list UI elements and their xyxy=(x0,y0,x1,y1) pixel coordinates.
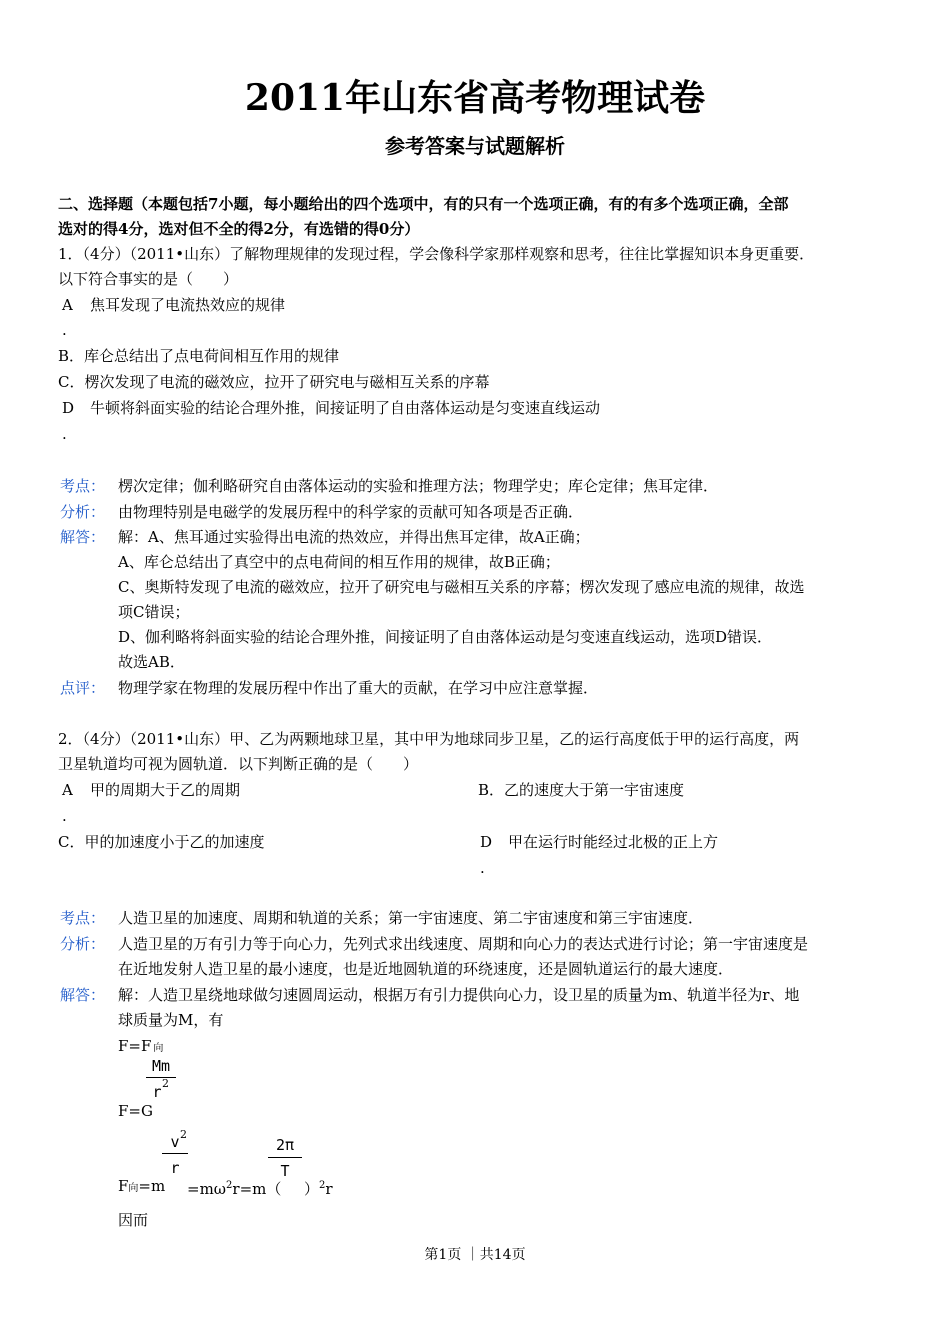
q1-kaodian-label: 考点： xyxy=(60,477,106,495)
equation-2-numerator: Mm xyxy=(151,1057,171,1075)
q1-option-d-letter: D xyxy=(62,399,75,417)
q1-kaodian: 楞次定律；伽利略研究自由落体运动的实验和推理方法；物理学史；库仑定律；焦耳定律． xyxy=(118,477,719,495)
equation-3-omega: =mω xyxy=(187,1180,227,1198)
equation-3-f-sub: 向 xyxy=(128,1183,139,1194)
equation-1 xyxy=(118,1036,163,1059)
q2-option-b: B．乙的速度大于第一宇宙速度 xyxy=(478,781,685,799)
q1-jieda-line5: D、伽利略将斜面实验的结论合理外推，间接证明了自由落体运动是匀变速直线运动，选项D错误． xyxy=(118,628,773,646)
equation-3-numerator-1-sup: 2 xyxy=(180,1128,187,1141)
equation-3-paren-sup: 2 xyxy=(319,1180,326,1191)
q2-option-d-letter: D xyxy=(480,833,493,851)
page-title: 2011年山东省高考物理试卷 xyxy=(244,77,706,119)
equation-2-fraction-bar xyxy=(146,1077,176,1078)
q2-jieda-line2: 球质量为M，有 xyxy=(118,1011,224,1029)
q2-option-a-letter: A xyxy=(62,781,73,799)
q1-jieda-line4: 项C错误； xyxy=(118,603,190,621)
q2-yiner: 因而 xyxy=(118,1211,149,1229)
page-footer: 第1页 ｜共14页 xyxy=(424,1247,526,1263)
equation-3-f-letter: F xyxy=(118,1177,129,1195)
equation-3-middle xyxy=(187,1176,281,1199)
q1-jieda-line1: 解：A、焦耳通过实验得出电流的热效应，并得出焦耳定律，故A正确； xyxy=(118,528,590,546)
q1-option-a-letter: A xyxy=(62,296,73,314)
equation-1-main: F=F xyxy=(118,1037,152,1055)
equation-3-end xyxy=(304,1176,333,1199)
q2-kaodian: 人造卫星的加速度、周期和轨道的关系；第一宇宙速度、第二宇宙速度和第三宇宙速度． xyxy=(118,909,704,927)
q1-option-a-dot: . xyxy=(62,321,67,339)
equation-2: F=G xyxy=(118,1102,153,1120)
q2-option-c: C．甲的加速度小于乙的加速度 xyxy=(58,833,265,851)
q2-option-a: 甲的周期大于乙的周期 xyxy=(90,781,241,799)
q1-fenxi: 由物理特别是电磁学的发展历程中的科学家的贡献可知各项是否正确． xyxy=(118,503,584,521)
q1-option-b: B．库仑总结出了点电荷间相互作用的规律 xyxy=(58,347,340,365)
q2-kaodian-label: 考点： xyxy=(60,909,106,927)
page-subtitle: 参考答案与试题解析 xyxy=(385,134,565,158)
equation-3-fraction-bar-2 xyxy=(268,1157,302,1158)
q2-fenxi-line1: 人造卫星的万有引力等于向心力，先列式求出线速度、周期和向心力的表达式进行讨论；第一宇宙速度是 xyxy=(118,935,809,953)
q2-option-d: 甲在运行时能经过北极的正上方 xyxy=(508,833,719,851)
equation-2-denominator-sup: 2 xyxy=(162,1077,169,1090)
section-heading-line1: 二、选择题（本题包括7小题，每小题给出的四个选项中，有的只有一个选项正确，有的有多个选项正确，全部 xyxy=(58,195,789,213)
equation-1-sub: 向 xyxy=(153,1043,164,1054)
q2-fenxi-label: 分析： xyxy=(60,935,106,953)
equation-3-r: r xyxy=(325,1180,333,1198)
q2-option-d-dot: . xyxy=(480,859,485,877)
equation-3-fraction-bar-1 xyxy=(162,1153,188,1154)
q1-dianping: 物理学家在物理的发展历程中作出了重大的贡献，在学习中应注意掌握． xyxy=(118,679,599,697)
equation-3-omega-sup: 2 xyxy=(226,1180,233,1191)
equation-3-numerator-1: v xyxy=(170,1133,180,1151)
q2-stem-line1: 2．（4分）（2011•山东）甲、乙为两颗地球卫星，其中甲为地球同步卫星，乙的运行高度低于甲的运行高度，两 xyxy=(58,730,800,748)
equation-3-m: =m xyxy=(138,1177,166,1195)
q2-fenxi-line2: 在近地发射人造卫星的最小速度，也是近地圆轨道的环绕速度，还是圆轨道运行的最大速度． xyxy=(118,960,734,978)
equation-3-numerator-2: 2π xyxy=(275,1136,295,1154)
section-heading-line2: 选对的得4分，选对但不全的得2分，有选错的得0分） xyxy=(58,220,420,238)
q1-fenxi-label: 分析： xyxy=(60,503,106,521)
q1-option-a: 焦耳发现了电流热效应的规律 xyxy=(90,296,286,314)
equation-3-mid2: r=m（ xyxy=(232,1180,282,1198)
equation-2-denominator: r xyxy=(152,1083,162,1101)
q1-stem-line2: 以下符合事实的是（ ） xyxy=(58,270,239,288)
q1-jieda-line3: C、奥斯特发现了电流的磁效应，拉开了研究电与磁相互关系的序幕；楞次发现了感应电流的规律，故选 xyxy=(118,578,805,596)
q1-jieda-line6: 故选AB． xyxy=(118,653,185,671)
q1-jieda-label: 解答： xyxy=(60,528,106,546)
q2-jieda-label: 解答： xyxy=(60,986,106,1004)
q2-stem-line2: 卫星轨道均可视为圆轨道．以下判断正确的是（ ） xyxy=(58,755,419,773)
q1-dianping-label: 点评： xyxy=(60,679,106,697)
equation-3-f xyxy=(118,1176,165,1199)
q1-option-c: C．楞次发现了电流的磁效应，拉开了研究电与磁相互关系的序幕 xyxy=(58,373,490,391)
equation-3-denominator-1: r xyxy=(170,1159,180,1177)
q1-option-d: 牛顿将斜面实验的结论合理外推，间接证明了自由落体运动是匀变速直线运动 xyxy=(90,399,601,417)
q1-option-d-dot: . xyxy=(62,425,67,443)
equation-3-denominator-2: T xyxy=(280,1162,290,1180)
equation-3-paren: ） xyxy=(304,1180,320,1198)
q2-option-a-dot: . xyxy=(62,807,67,825)
q1-stem-line1: 1．（4分）（2011•山东）了解物理规律的发现过程，学会像科学家那样观察和思考，往往比掌握知识本身更重要． xyxy=(58,245,815,263)
q1-jieda-line2: A、库仑总结出了真空中的点电荷间的相互作用的规律，故B正确； xyxy=(118,553,560,571)
q2-jieda-line1: 解：人造卫星绕地球做匀速圆周运动，根据万有引力提供向心力，设卫星的质量为m、轨道半径为r、地 xyxy=(118,986,800,1004)
